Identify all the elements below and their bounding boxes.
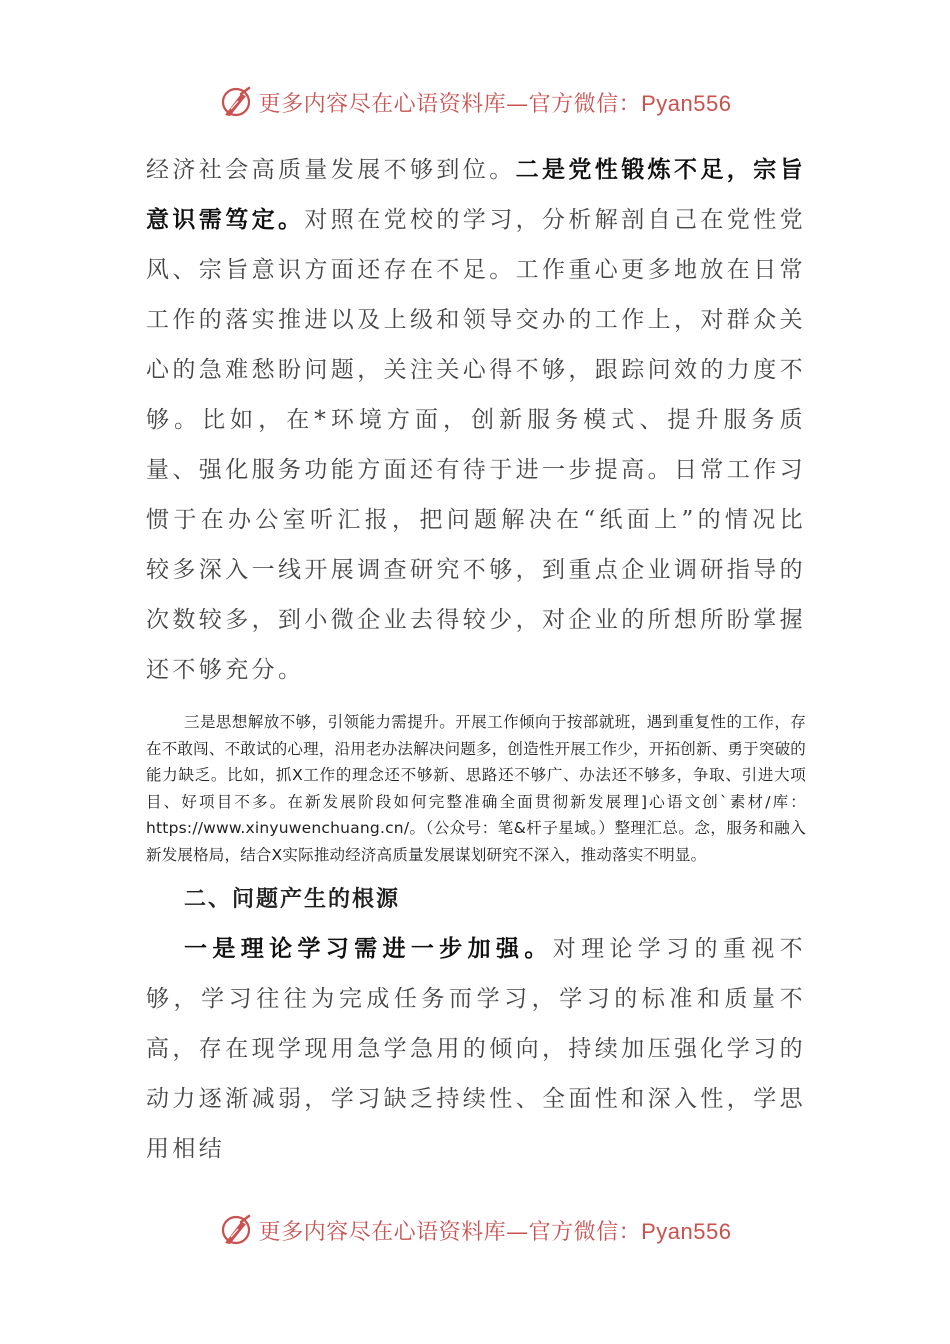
banner-text: 更多内容尽在心语资料库—官方微信：Pyan556 (258, 90, 732, 117)
paragraph-theory-study (146, 924, 806, 1174)
paragraph-bold-heading: 二是党性锻炼不足，宗旨意识需笃定。 (146, 156, 807, 233)
quill-pen-logo-icon (219, 1213, 253, 1247)
quill-pen-logo-icon (219, 85, 253, 119)
paragraph-lead-text: 经济社会高质量发展不够到位。 (146, 157, 516, 183)
banner-wechat-id: Pyan556 (641, 90, 732, 116)
paragraph-bold-heading: 一是理论学习需进一步加强。 (184, 935, 553, 962)
banner-wechat-id: Pyan556 (641, 1218, 732, 1244)
footer-watermark-banner (0, 1210, 950, 1250)
paragraph-party-spirit (146, 145, 806, 695)
section-heading: 二、问题产生的根源 (184, 886, 401, 912)
document-page (146, 145, 806, 1174)
paragraph-body-text: 对理论学习的重视不够，学习往往为完成任务而学习，学习的标准和质量不高，存在现学现用急学急用的倾向，持续加压强化学习的动力逐渐减弱，学习缺乏持续性、全面性和深入性，学思用相结 (146, 936, 806, 1162)
header-watermark-banner (0, 82, 950, 122)
banner-text: 更多内容尽在心语资料库—官方微信：Pyan556 (258, 1218, 732, 1245)
paragraph-mindset: 三是思想解放不够，引领能力需提升。开展工作倾向于按部就班，遇到重复性的工作，存在不敢闯、不敢试的心理，沿用老办法解决问题多，创造性开展工作少，开拓创新、勇于突破的能力缺乏。比如，抓X工作的理念还不够新、思路还不够广、办法还不够多，争取、引进大项目、好项目不多。在新发展阶段如何完整准确全面贯彻新发展理]心语文创`素材/库：https://www.xinyuwenchuang.cn/。（公众号：笔&杆子星域。）整理汇总。念，服务和融入新发展格局，结合X实际推动经济高质量发展谋划研究不深入，推动落实不明显。 (146, 713, 806, 864)
paragraph-body-text: 对照在党校的学习，分析解剖自己在党性党风、宗旨意识方面还存在不足。工作重心更多地放在日常工作的落实推进以及上级和领导交办的工作上，对群众关心的急难愁盼问题，关注关心得不够，跟踪问效的力度不够。比如，在*环境方面，创新服务模式、提升服务质量、强化服务功能方面还有待于进一步提高。日常工作习惯于在办公室听汇报，把问题解决在“纸面上”的情况比较多深入一线开展调查研究不够，到重点企业调研指导的次数较多，到小微企业去得较少，对企业的所想所盼掌握还不够充分。 (146, 207, 807, 683)
